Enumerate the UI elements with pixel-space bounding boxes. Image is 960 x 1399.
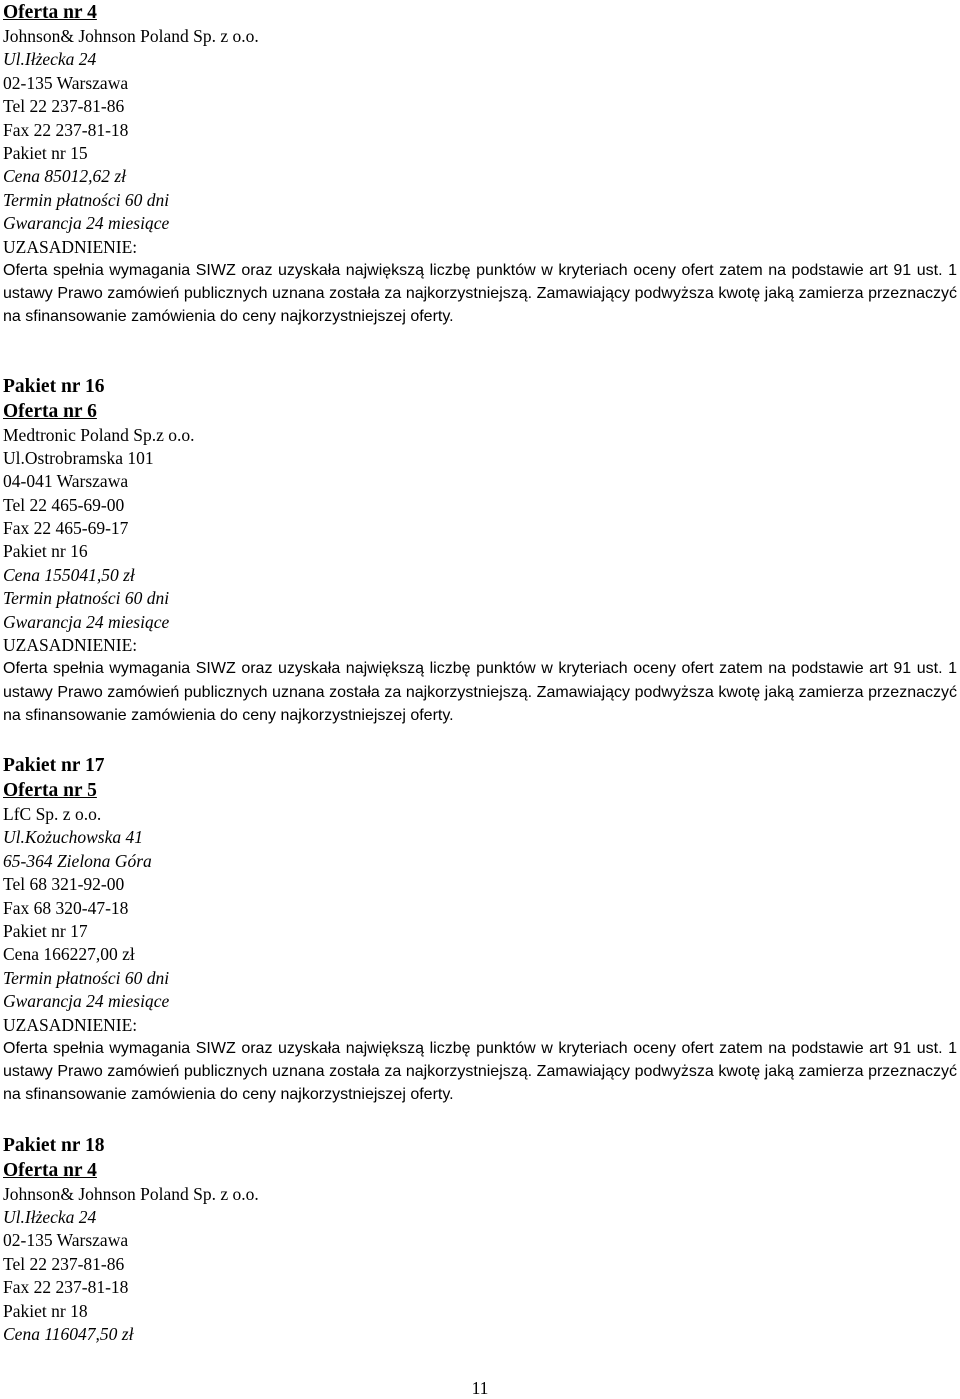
street-address: Ul.Kożuchowska 41 xyxy=(3,827,143,848)
justification-text: Oferta spełnia wymagania SIWZ oraz uzyskała największą liczbę punktów w kryteriach oceny ofert zatem na podstawie art 91 ust. 1 ustawy Prawo zamówień publicznych uznana została za najkorzystniejszą. Zamawiający podwyższa kwotę jaką zamierza przeznaczyć na sfinansowanie zamówienia do ceny najkorzystniejszej oferty. xyxy=(3,660,957,724)
package-heading: Pakiet nr 16 xyxy=(3,375,105,397)
city-address: 04-041 Warszawa xyxy=(3,471,129,492)
package-number: Pakiet nr 16 xyxy=(3,541,88,562)
justification-label: UZASADNIENIE: xyxy=(3,236,138,257)
city-address: 02-135 Warszawa xyxy=(3,72,129,93)
price: Cena 155041,50 zł xyxy=(3,564,135,585)
company-name: Johnson& Johnson Poland Sp. z o.o. xyxy=(3,1183,259,1204)
fax-number: Fax 22 465-69-17 xyxy=(3,518,129,539)
document-page xyxy=(3,0,957,1346)
phone-number: Tel 22 465-69-00 xyxy=(3,494,125,515)
justification-label: UZASADNIENIE: xyxy=(3,1014,138,1035)
company-name: LfC Sp. z o.o. xyxy=(3,804,102,825)
package-section-17 xyxy=(3,753,957,1107)
city-address: 65-364 Zielona Góra xyxy=(3,850,152,871)
phone-number: Tel 22 237-81-86 xyxy=(3,96,125,117)
company-name: Johnson& Johnson Poland Sp. z o.o. xyxy=(3,26,259,46)
city-address: 02-135 Warszawa xyxy=(3,1230,129,1251)
fax-number: Fax 22 237-81-18 xyxy=(3,1277,129,1298)
price: Cena 166227,00 zł xyxy=(3,944,135,965)
payment-term: Termin płatności 60 dni xyxy=(3,967,170,988)
offer-number: Oferta nr 6 xyxy=(3,400,97,422)
warranty: Gwarancja 24 miesiące xyxy=(3,991,170,1012)
package-section-16 xyxy=(3,374,957,728)
payment-term: Termin płatności 60 dni xyxy=(3,189,170,210)
package-number: Pakiet nr 18 xyxy=(3,1300,88,1321)
street-address: Ul.Iłżecka 24 xyxy=(3,49,97,70)
fax-number: Fax 68 320-47-18 xyxy=(3,897,129,918)
package-heading: Pakiet nr 18 xyxy=(3,1134,105,1156)
justification-label: UZASADNIENIE: xyxy=(3,635,138,656)
company-name: Medtronic Poland Sp.z o.o. xyxy=(3,424,195,445)
warranty: Gwarancja 24 miesiące xyxy=(3,611,170,632)
package-section-18 xyxy=(3,1133,957,1347)
phone-number: Tel 22 237-81-86 xyxy=(3,1253,125,1274)
price: Cena 85012,62 zł xyxy=(3,166,126,187)
page-number: 11 xyxy=(471,1378,489,1398)
offer-number: Oferta nr 4 xyxy=(3,1159,97,1181)
package-number: Pakiet nr 17 xyxy=(3,920,88,941)
fax-number: Fax 22 237-81-18 xyxy=(3,119,129,140)
warranty: Gwarancja 24 miesiące xyxy=(3,213,170,234)
offer-number: Oferta nr 5 xyxy=(3,780,97,802)
phone-number: Tel 68 321-92-00 xyxy=(3,874,125,895)
street-address: Ul.Ostrobramska 101 xyxy=(3,447,154,468)
street-address: Ul.Iłżecka 24 xyxy=(3,1206,97,1227)
price: Cena 116047,50 zł xyxy=(3,1323,134,1344)
justification-text: Oferta spełnia wymagania SIWZ oraz uzyskała największą liczbę punktów w kryteriach oceny ofert zatem na podstawie art 91 ust. 1 ustawy Prawo zamówień publicznych uznana została za najkorzystniejszą. Zamawiający podwyższa kwotę jaką zamierza przeznaczyć na sfinansowanie zamówienia do ceny najkorzystniejszej oferty. xyxy=(3,261,957,326)
package-heading: Pakiet nr 17 xyxy=(3,755,105,777)
justification-text: Oferta spełnia wymagania SIWZ oraz uzyskała największą liczbę punktów w kryteriach oceny ofert zatem na podstawie art 91 ust. 1 ustawy Prawo zamówień publicznych uznana została za najkorzystniejszą. Zamawiający podwyższa kwotę jaką zamierza przeznaczyć na sfinansowanie zamówienia do ceny najkorzystniejszej oferty. xyxy=(3,1039,957,1104)
offer-number: Oferta nr 4 xyxy=(3,2,97,23)
payment-term: Termin płatności 60 dni xyxy=(3,588,170,609)
offer-section-15 xyxy=(3,0,957,329)
package-number: Pakiet nr 15 xyxy=(3,142,88,163)
